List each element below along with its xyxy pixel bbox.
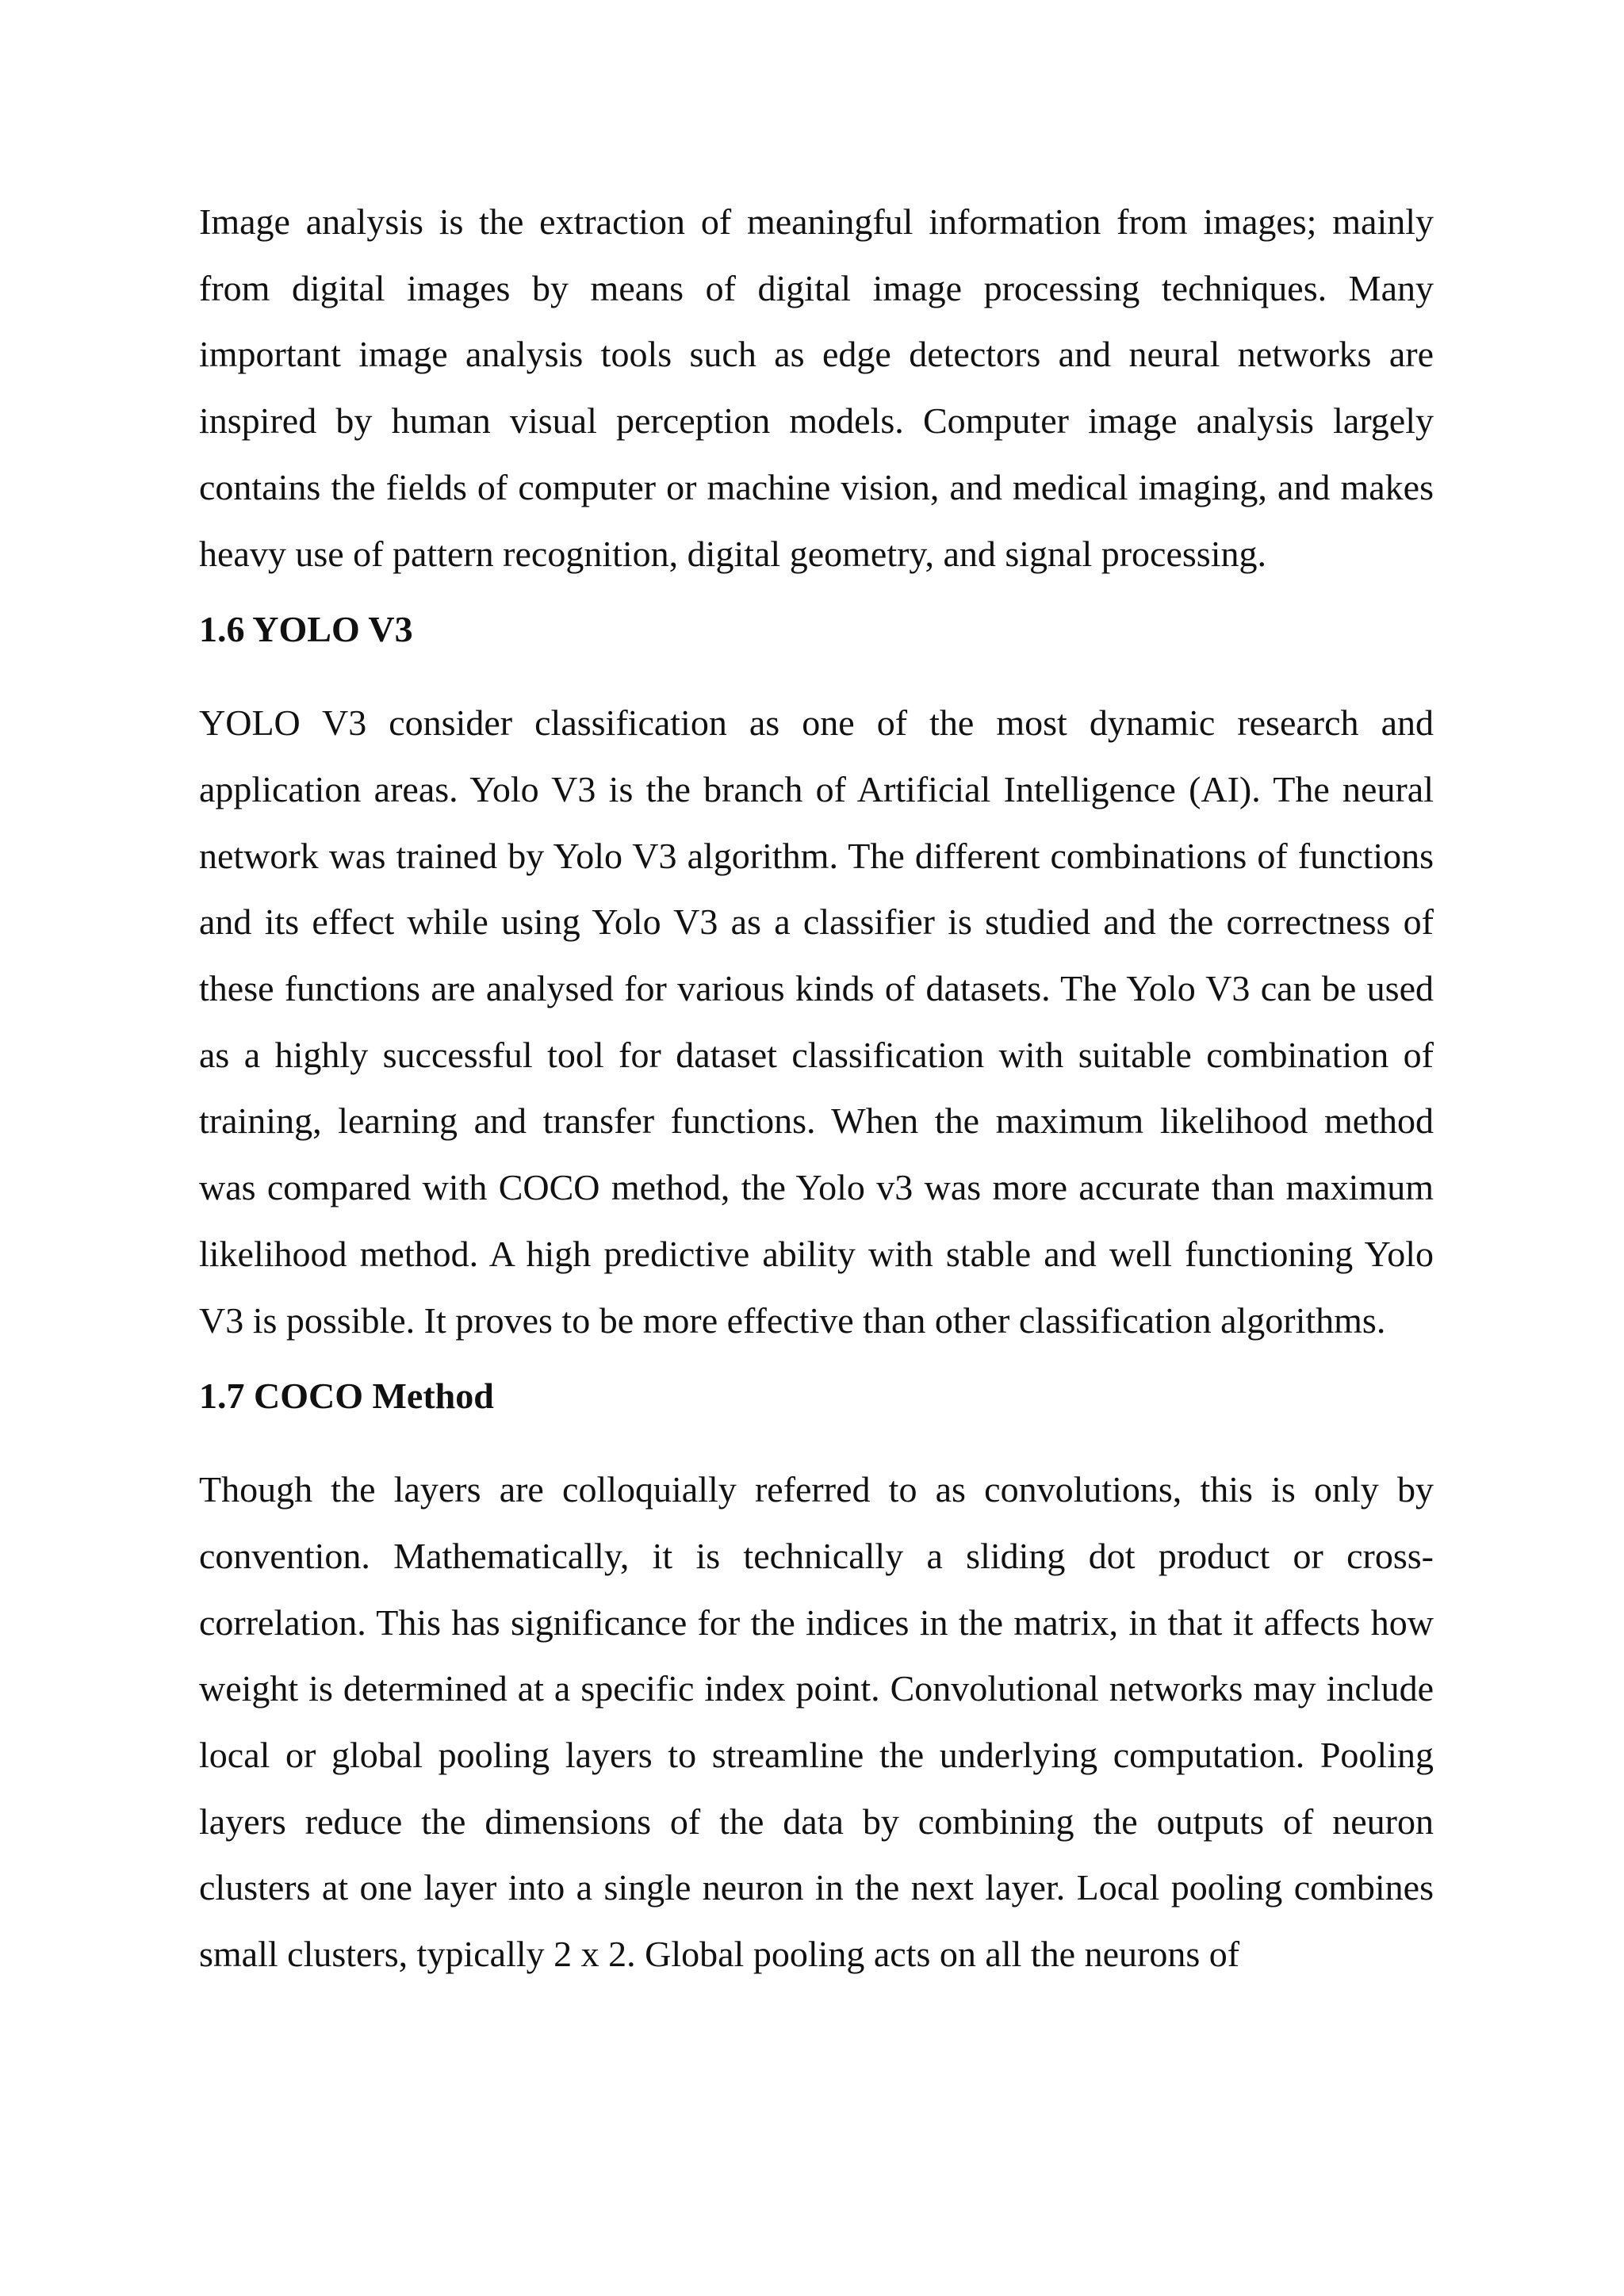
section-heading-yolo-v3: 1.6 YOLO V3 <box>199 609 413 650</box>
paragraph-image-analysis: Image analysis is the extraction of meaningful information from images; mainly from digital images by means of digital image processing techniques. Many important image analysis tools such as edge detectors and neural networks are inspired by human visual perception models. Computer image analysis largely contains the fields of computer or machine vision, and medical imaging, and makes heavy use of pattern recognition, digital geometry, and signal processing. <box>199 201 1434 574</box>
paragraph-coco-method: Though the layers are colloquially referred to as convolutions, this is only by convention. Mathematically, it is technically a sliding dot product or cross-correlation. This has significance for the indices in the matrix, in that it affects how weight is determined at a specific index point. Convolutional networks may include local or global pooling layers to streamline the underlying computation. Pooling layers reduce the dimensions of the data by combining the outputs of neuron clusters at one layer into a single neuron in the next layer. Local pooling combines small clusters, typically 2 x 2. Global pooling acts on all the neurons of <box>199 1469 1434 1975</box>
page-content <box>199 189 1434 1988</box>
section-heading-coco-method: 1.7 COCO Method <box>199 1376 494 1417</box>
paragraph-yolo-v3: YOLO V3 consider classification as one of the most dynamic research and application areas. Yolo V3 is the branch of Artificial Intelligence (AI). The neural network was trained by Yolo V3 algorithm. The different combinations of functions and its effect while using Yolo V3 as a classifier is studied and the correctness of these functions are analysed for various kinds of datasets. The Yolo V3 can be used as a highly successful tool for dataset classification with suitable combination of training, learning and transfer functions. When the maximum likelihood method was compared with COCO method, the Yolo v3 was more accurate than maximum likelihood method. A high predictive ability with stable and well functioning Yolo V3 is possible. It proves to be more effective than other classification algorithms. <box>199 702 1434 1341</box>
